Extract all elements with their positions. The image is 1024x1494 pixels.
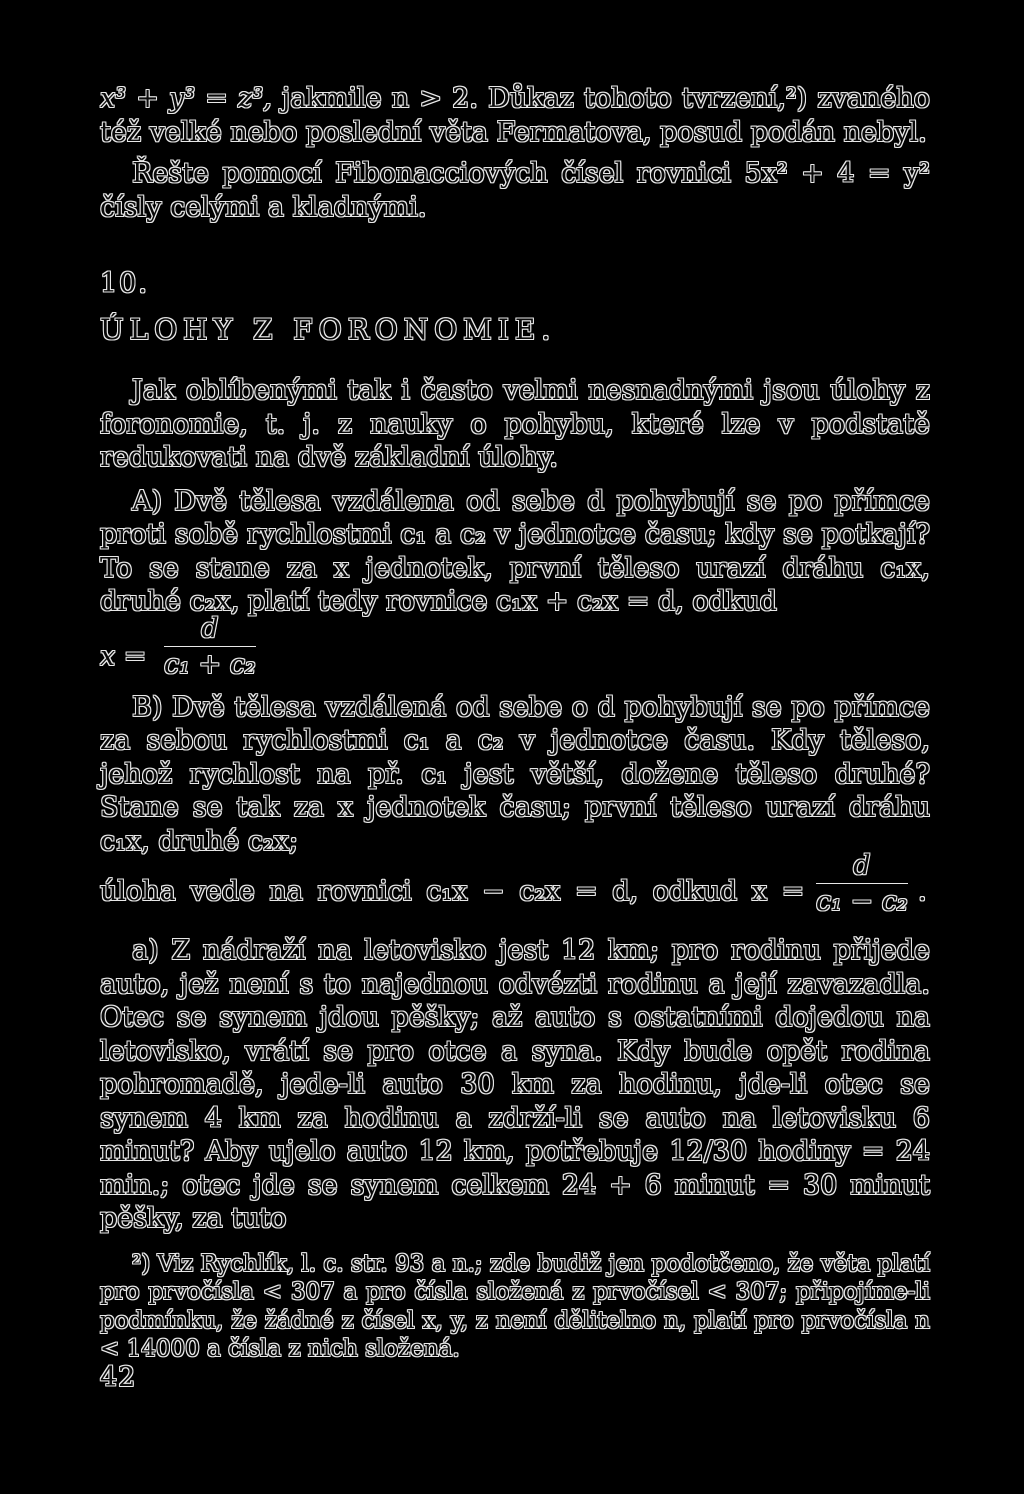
intro-paragraph [100,82,930,149]
case-a-paragraph: A) Dvě tělesa vzdálena od sebe d pohybují se po přímce proti sobě rychlostmi c₁ a c₂ v jednotce času; kdy se potkají? To se stane za x jednotek, první těleso urazí dráhu c₁x, druhé c₂x, platí tedy rovnice c₁x + c₂x = d, odkud [100,485,930,617]
footnote: ²) Viz Rychlík, l. c. str. 93 a n.; zde budiž jen podotčeno, že věta platí pro prvočísla < 307 a pro čísla složená z prvočísel < 307; připojíme-li podmínku, že žádné z čísel x, y, z není dělitelno n, platí pro prvočísla n < 14000 a čísla z nich složená. [100,1250,930,1362]
exercise-paragraph: Řešte pomocí Fibonacciových čísel rovnici 5x² + 4 = y² čísly celými a kladnými. [100,158,930,223]
section-title: ÚLOHY Z FORONOMIE. [100,313,557,346]
case-b-fraction [816,850,908,917]
case-b-fraction-numerator: d [853,850,871,881]
section-number: 10. [100,268,149,299]
case-a-fraction-numerator: d [201,612,219,644]
case-b-formula-text: úloha vede na rovnici c₁x − c₂x = d, odkud x = [100,876,805,907]
case-a-fraction [164,613,256,680]
case-b-fraction-denominator: c₁ − c₂ [816,883,908,917]
intro-line1-text: jakmile n > 2. Důkaz tohoto tvrzení,²) zvaného též velké nebo poslední věta Fermatova, posud podán nebyl. [100,83,930,148]
case-a-formula [100,612,930,691]
page-number: 42 [100,1362,137,1393]
case-b-formula [100,850,930,926]
case-a-formula-lhs: x = [100,640,147,672]
case-a-fraction-denominator: c₁ + c₂ [164,646,256,680]
example-a-paragraph: a) Z nádraží na letovisko jest 12 km; pro rodinu přijede auto, jež není s to najednou odvézti rodinu a její zavazadla. Otec se synem jdou pěšky; až auto s ostatními dojedou na letovisko, vrátí se pro otce a syna. Kdy bude opět rodina pohromadě, jede-li auto 30 km za hodinu, jde-li otec se synem 4 km za hodinu a zdrží-li se auto na letovisku 6 minut? Aby ujelo auto 12 km, potřebuje 12/30 hodiny = 24 min.; otec jde se synem celkem 24 + 6 minut = 30 minut pěšky, za tuto [100,935,930,1234]
foronomie-intro-paragraph: Jak oblíbenými tak i často velmi nesnadnými jsou úlohy z foronomie, t. j. z nauky o pohybu, které lze v podstatě redukovati na dvě základní úlohy. [100,375,930,473]
page-body [100,82,930,1387]
case-b-paragraph: B) Dvě tělesa vzdálená od sebe o d pohybují se po přímce za sebou rychlostmi c₁ a c₂ v jednotce času. Kdy těleso, jehož rychlost na př. c₁ jest větší, dožene těleso druhé? Stane se tak za x jednotek času; první těleso urazí dráhu c₁x, druhé c₂x; [100,691,930,857]
fermat-formula: x³ + y³ = z³, [100,83,272,114]
case-b-formula-tail: . [918,876,927,907]
